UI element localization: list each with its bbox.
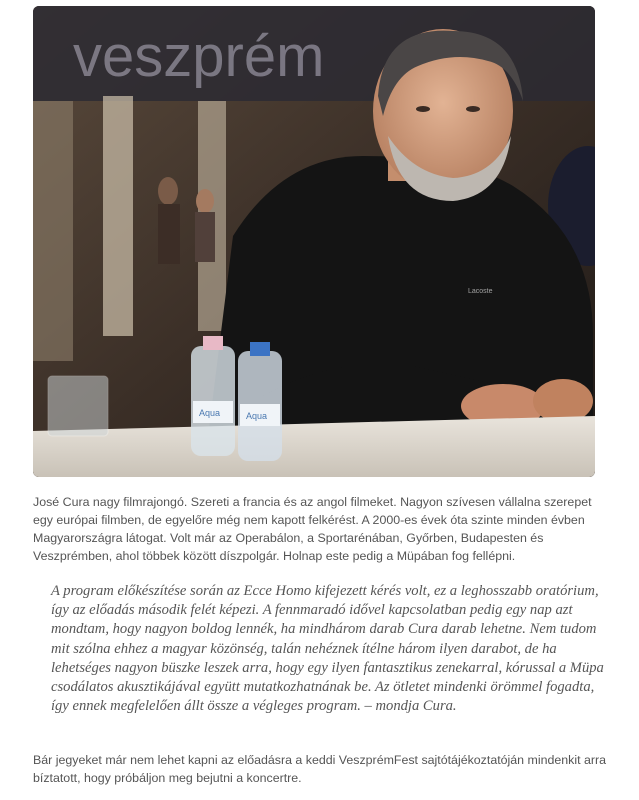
water-bottle-left [191, 336, 235, 456]
bottle-label-left: Aqua [199, 408, 221, 418]
bottle-label-right: Aqua [246, 411, 268, 421]
closing-paragraph: Bár jegyeket már nem lehet kapni az előadásra a keddi VeszprémFest sajtótájékoztatóján mindenkit arra bíztatott, hogy próbáljon meg bejutni a koncertre. [33, 753, 607, 785]
photo-caption: José Cura nagy filmrajongó. Szereti a francia és az angol filmeket. Nagyon szívesen vállalna szerepet egy európai filmben, de egyelőre még nem kapott felkérést. A 2000-es évek óta szinte minden évben Magyarországra látogat. Volt már az Operabálon, a Sportarénában, Győrben, Budapesten és Veszprémben, ahol többek között díszpolgár. Holnap este pedig a Müpában fog fellépni. [33, 495, 592, 563]
shirt-logo: Lacoste [468, 288, 493, 295]
water-bottle-right [238, 342, 282, 461]
photo-illustration [33, 6, 595, 477]
article-photo [33, 6, 595, 477]
banner-watermark: veszprém [73, 24, 325, 89]
block-quote: A program előkészítése során az Ecce Homo kifejezett kérés volt, ez a leghosszabb oratórium, így az előadás második felét képezi. A fennmaradó idővel kapcsolatban pedig egy nap azt mondtam, hogy nagyon boldog lennék, ha mindhárom darab Cura darab lehetne. Nem tudom mit szólna ehhez a magyar közönség, talán nehéznek ítélne három ilyen darabot, de ha lehetséges nagyon büszke leszek arra, hogy egy ilyen fantasztikus zenekarral, kórussal a Müpa csodálatos akusztikájával együtt mutatkozhatnának be. Az ötletet mindenki örömmel fogadta, így ennek megfelelően állt össze a végleges program. – mondja Cura. [51, 583, 604, 715]
